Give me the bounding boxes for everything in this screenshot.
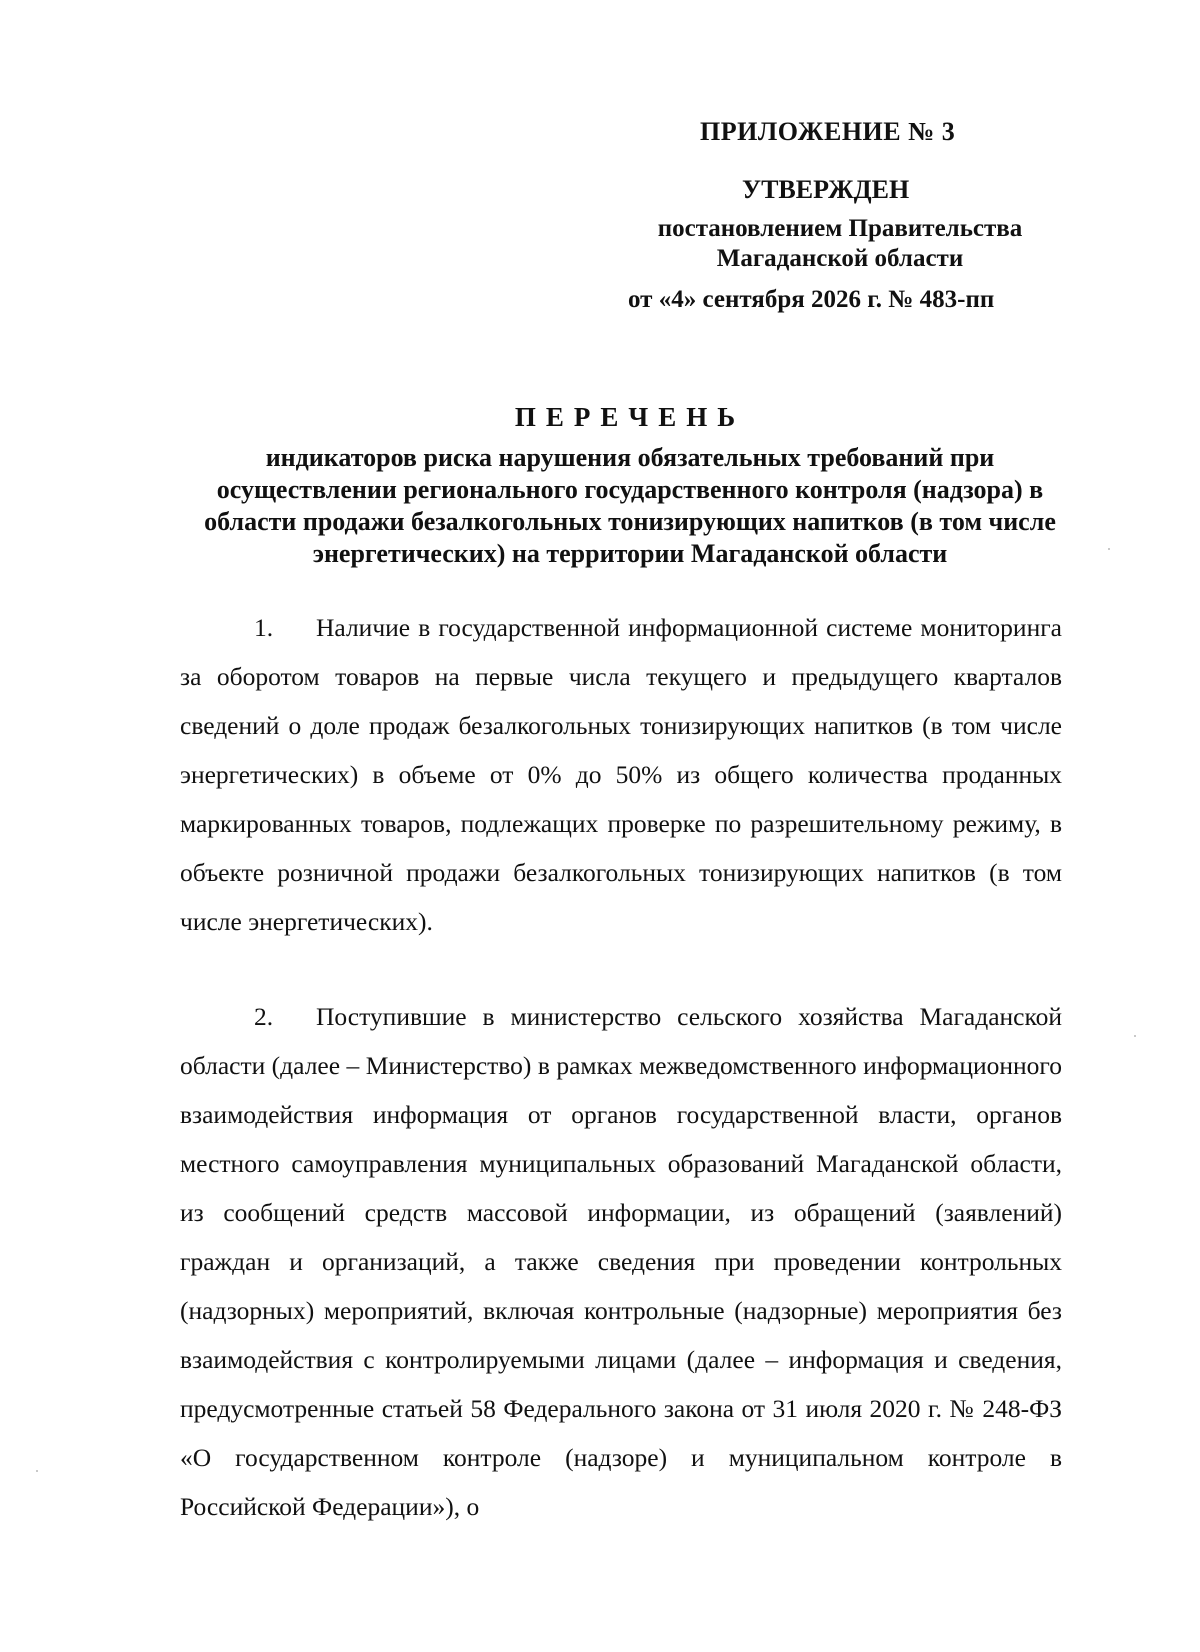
item-text: Наличие в государственной информационной системе мониторинга за оборотом товаров на первые числа текущего и предыдущего кварталов сведений о доле продаж безалкогольных тонизирующих напитков (в том числе энергетических) в объеме от 0% до 50% из общего количества проданных маркированных товаров, подлежащих проверке по разрешительному режиму, в объекте розничной продажи безалкогольных тонизирующих напитков (в том числе энергетических). (180, 613, 1062, 936)
item-number: 1. (254, 613, 274, 642)
appendix-label: ПРИЛОЖЕНИЕ № 3 (700, 117, 956, 146)
resolution-date: от «4» сентября 2026 г. № 483-пп (628, 286, 995, 313)
item-text: Поступившие в министерство сельского хозяйства Магаданской области (далее – Министерство) в рамках межведомственного информационного взаимодействия информация от органов государственной власти, органов местного самоуправления муниципальных образований Магаданской области, из сообщений средств массовой информации, из обращений (заявлений) граждан и организаций, а также сведения при проведении контрольных (надзорных) мероприятий, включая контрольные (надзорные) мероприятия без взаимодействия с контролируемыми лицами (далее – информация и сведения, предусмотренные статьей 58 Федерального закона от 31 июля 2020 г. № 248-ФЗ «О государственном контроле (надзоре) и муниципальном контроле в Российской Федерации»), о (180, 1002, 1062, 1521)
document-subtitle: индикаторов риска нарушения обязательных требований при осуществлении регионального государственного контроля (надзора) в области продажи безалкогольных тонизирующих напитков (в том числе энергетических) на территории Магаданской области (204, 443, 1056, 568)
approved-label: УТВЕРЖДЕН (742, 175, 910, 204)
resolution-block (600, 214, 1080, 274)
resolution-line-2: Магаданской области (716, 245, 964, 272)
scan-speck (1134, 1035, 1136, 1037)
scan-speck (36, 1470, 38, 1472)
resolution-line-1: постановлением Правительства (657, 215, 1023, 242)
list-item (180, 992, 1062, 1531)
list-item (180, 603, 1062, 946)
item-number: 2. (254, 1002, 274, 1031)
document-title: ПЕРЕЧЕНЬ (514, 402, 746, 432)
scan-speck (1108, 548, 1110, 550)
